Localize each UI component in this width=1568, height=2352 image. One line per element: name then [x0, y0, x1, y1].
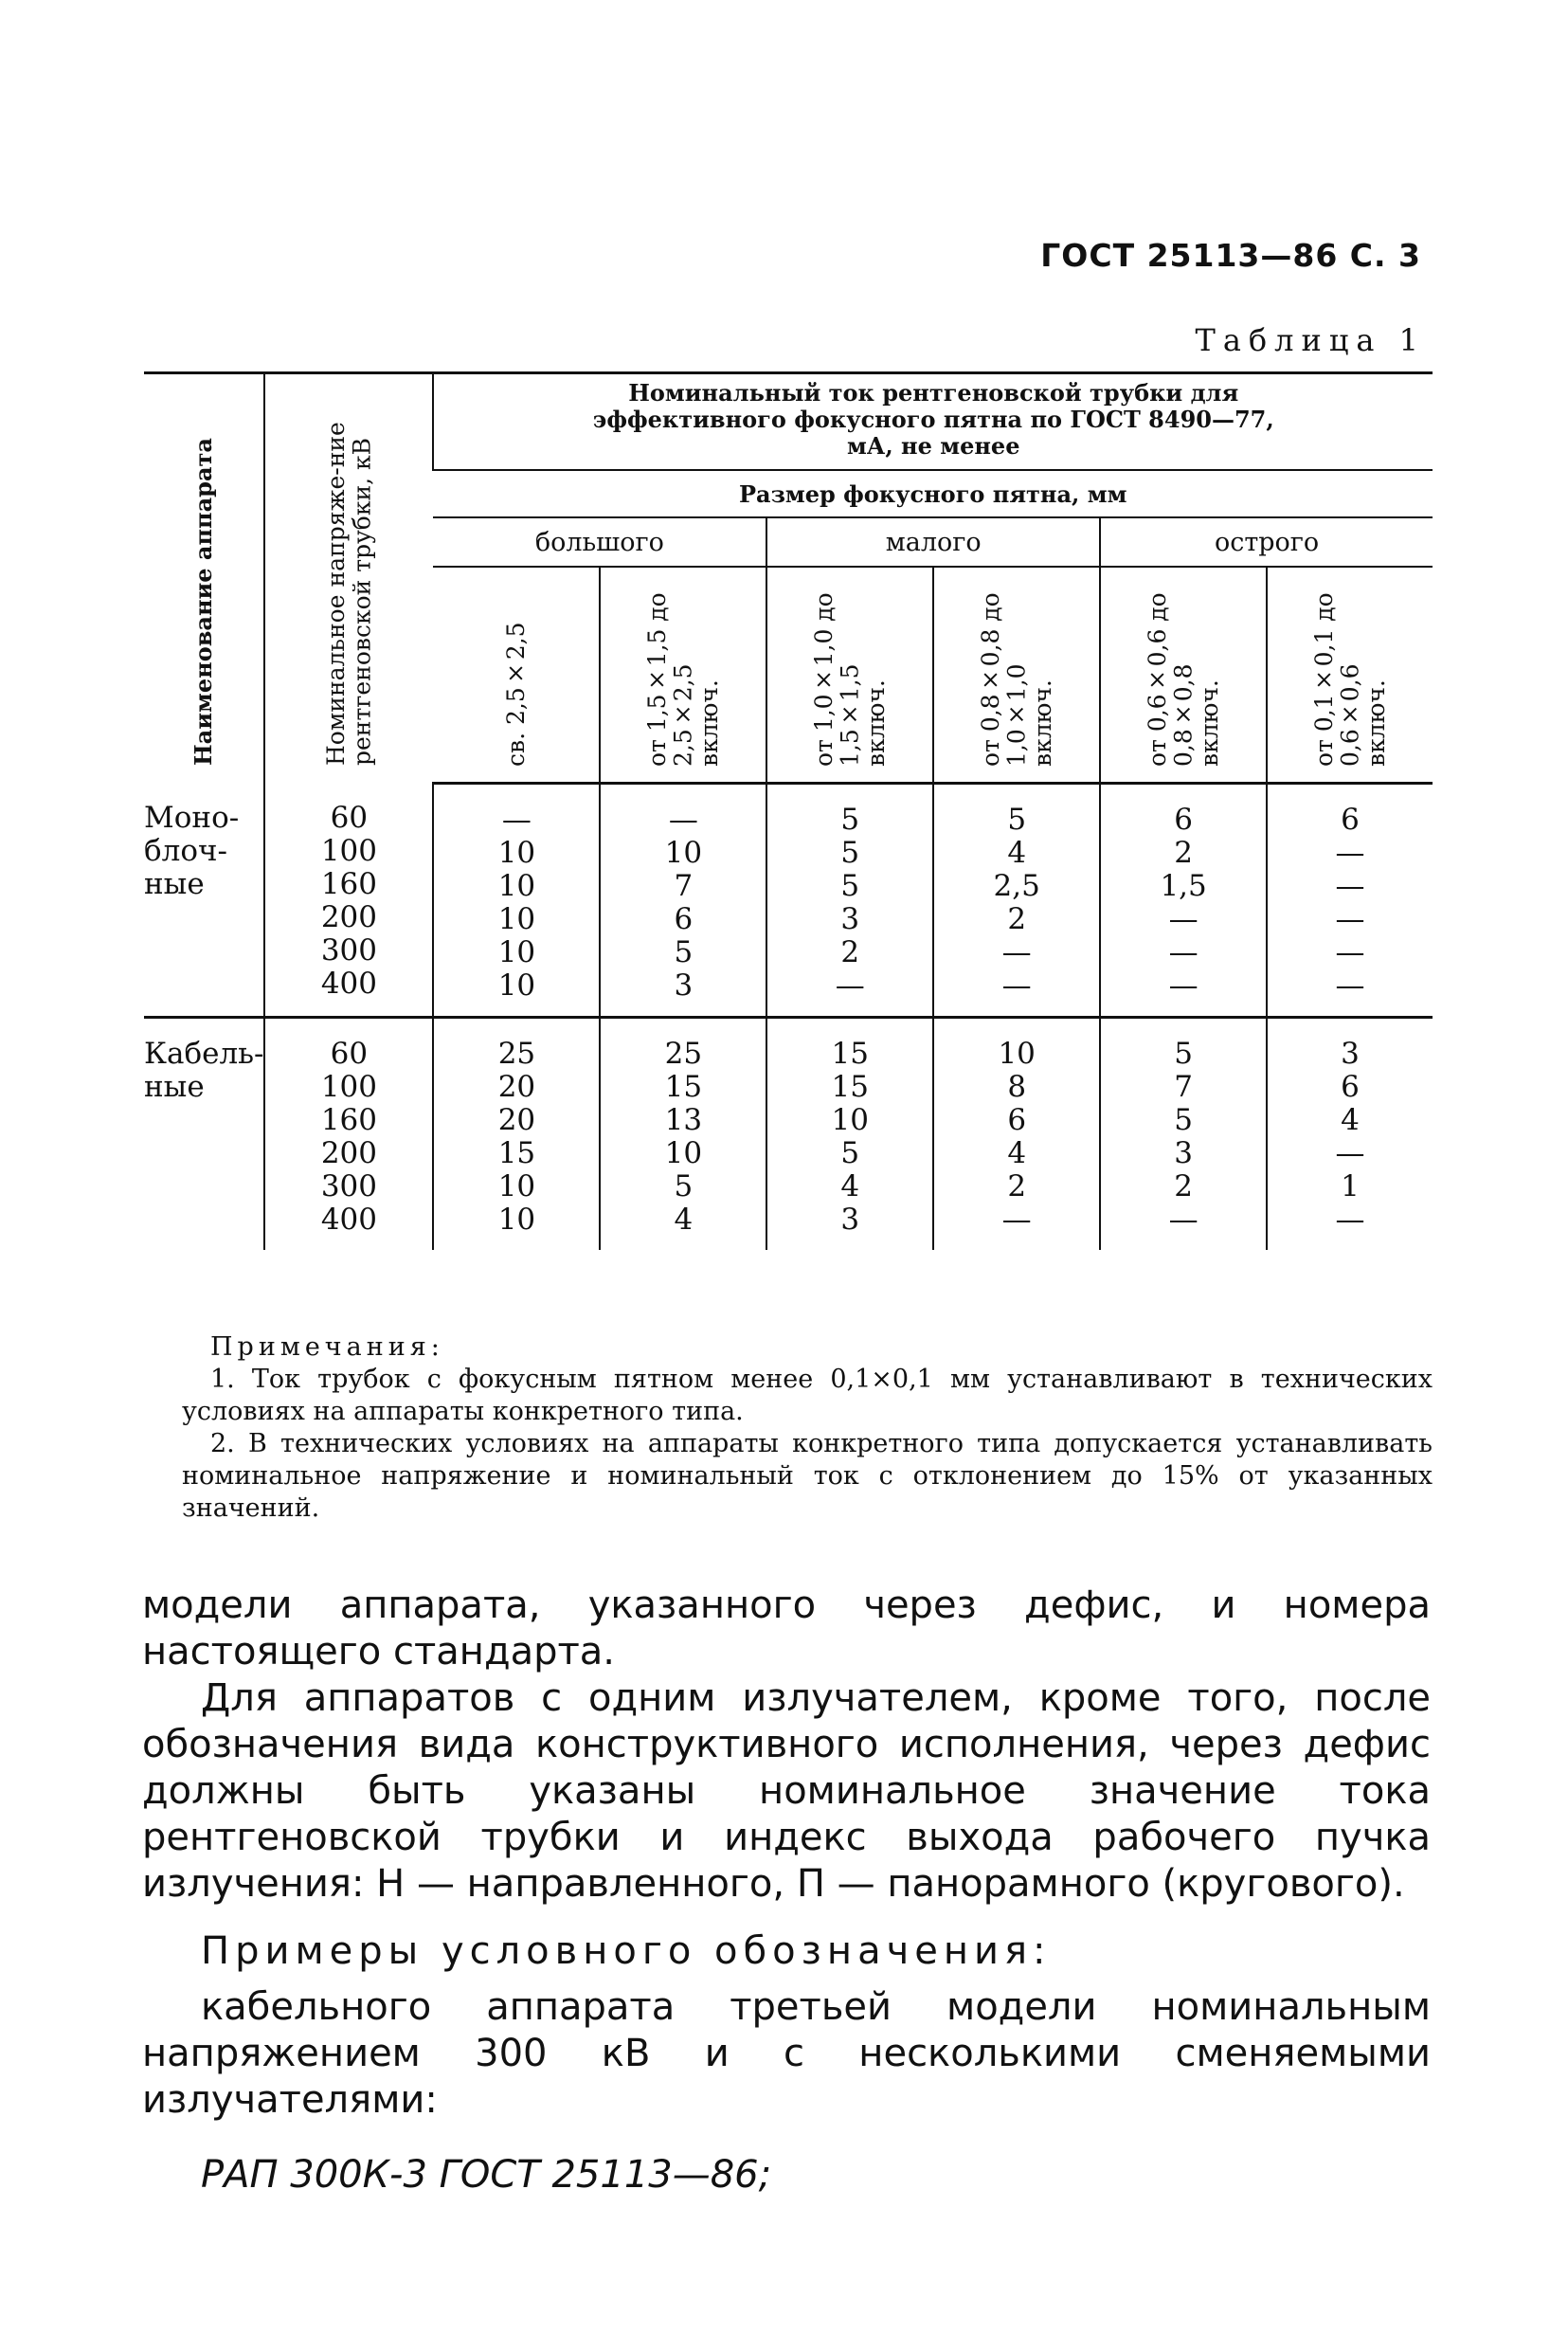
row-col6: [1267, 783, 1433, 1017]
row-col3-text: 15 15 10 5 4 3: [831, 1036, 869, 1237]
header-device-name-text: Наименование аппарата: [189, 437, 217, 766]
header-sub-col-2-text: от 1,5×1,5 до 2,5×2,5 включ.: [643, 592, 724, 767]
row-col6: [1267, 1017, 1433, 1250]
row-device-name: [144, 783, 264, 1017]
header-sub-col-5: [1100, 567, 1267, 783]
row-col4: [933, 1017, 1100, 1250]
header-sub-col-6-text: от 0,1×0,1 до 0,6×0,6 включ.: [1309, 592, 1390, 767]
header-sharp-text: острого: [1214, 527, 1320, 557]
header-voltage-text: Номинальное напряже-ние рентгеновской трубки, кВ: [321, 421, 376, 766]
row-voltage-text: 60 100 160 200 300 400: [320, 1036, 377, 1237]
row-col4-text: 5 4 2,5 2 — —: [993, 802, 1040, 1003]
table-row: [144, 783, 1433, 1017]
page-header: ГОСТ 25113—86 С. 3: [1040, 237, 1421, 274]
row-col5: [1100, 783, 1267, 1017]
header-sharp: [1100, 517, 1433, 567]
row-col2-text: — 10 7 6 5 3: [664, 802, 703, 1003]
row-col6-text: 6 — — — — —: [1335, 802, 1365, 1003]
table-row: [144, 1017, 1433, 1250]
row-col6-text: 3 6 4 — 1 —: [1335, 1036, 1365, 1237]
header-sub-col-3-text: от 1,0×1,0 до 1,5×1,5 включ.: [810, 592, 890, 767]
header-current-group-text: Номинальный ток рентгеновской трубки для эффективного фокусного пятна по ГОСТ 8490—77, мА, не менее: [592, 379, 1274, 460]
notes-title: Примечания:: [210, 1332, 444, 1362]
table-caption: Таблица 1: [1195, 322, 1426, 358]
note-item-1: 1. Ток трубок с фокусным пятном менее 0,1×0,1 мм устанавливают в технических условиях на аппараты конкретного типа.: [182, 1365, 1433, 1426]
header-sub-col-6: [1267, 567, 1433, 783]
header-large-text: большого: [534, 527, 664, 557]
row-col4: [933, 783, 1100, 1017]
paragraph-3: кабельного аппарата третьей модели номинальным напряжением 300 кВ и с несколькими сменяемыми излучателями:: [142, 1985, 1431, 2122]
header-small: [766, 517, 1100, 567]
row-col4-text: 10 8 6 4 2 —: [998, 1036, 1036, 1237]
row-col1: [433, 1017, 600, 1250]
row-device-name-text: Моно- блоч- ные: [144, 801, 240, 901]
row-col3: [766, 1017, 933, 1250]
header-voltage: [264, 373, 433, 784]
row-device-name-text: Кабель- ные: [144, 1036, 264, 1104]
header-sub-col-4: [933, 567, 1100, 783]
row-col3: [766, 783, 933, 1017]
row-col1: [433, 783, 600, 1017]
row-col5-text: 5 7 5 3 2 —: [1168, 1036, 1199, 1237]
header-sub-col-1-text: св. 2,5×2,5: [502, 622, 531, 767]
header-sub-col-4-text: от 0,8×0,8 до 1,0×1,0 включ.: [976, 592, 1056, 767]
header-sub-col-2: [600, 567, 766, 783]
header-sub-col-3: [766, 567, 933, 783]
row-col2-text: 25 15 13 10 5 4: [664, 1036, 703, 1237]
row-device-name: [144, 1017, 264, 1250]
row-col1-text: — 10 10 10 10 10: [497, 802, 536, 1003]
header-sub-col-5-text: от 0,6×0,6 до 0,8×0,8 включ.: [1143, 592, 1223, 767]
header-sub-col-1: [433, 567, 600, 783]
row-col5-text: 6 2 1,5 — — —: [1160, 802, 1207, 1003]
header-spot-size-text: Размер фокусного пятна, мм: [738, 479, 1127, 508]
header-small-text: малого: [885, 527, 982, 557]
row-col2: [600, 783, 766, 1017]
paragraph-1: модели аппарата, указанного через дефис, и номера настоящего стандарта.: [142, 1583, 1431, 1674]
note-item-2: 2. В технических условиях на аппараты конкретного типа допускается устанавливать номинальное напряжение и номинальный ток с отклонением до 15% от указанных значений.: [182, 1429, 1433, 1523]
header-device-name: [144, 373, 264, 784]
header-large: [433, 517, 766, 567]
body-text: [142, 1583, 1431, 2198]
row-col3-text: 5 5 5 3 2 —: [835, 802, 865, 1003]
row-col5: [1100, 1017, 1267, 1250]
paragraph-2: Для аппаратов с одним излучателем, кроме того, после обозначения вида конструктивного исполнения, через дефис должны быть указаны номинальное значение тока рентгеновской трубки и индекс выхода рабочего пучка излучения: Н — направленного, П — панорамного (кругового).: [142, 1676, 1431, 1906]
table-notes: [182, 1331, 1433, 1525]
row-voltage: [264, 783, 433, 1017]
examples-heading: Примеры условного обозначения:: [201, 1929, 1052, 1973]
row-voltage-text: 60 100 160 200 300 400: [320, 801, 377, 1001]
row-col2: [600, 1017, 766, 1250]
header-current-group: [433, 373, 1433, 471]
row-voltage: [264, 1017, 433, 1250]
data-table: [144, 371, 1433, 1250]
designation-example: РАП 300К-3 ГОСТ 25113—86;: [201, 2153, 772, 2197]
header-spot-size: [433, 470, 1433, 517]
row-col1-text: 25 20 20 15 10 10: [497, 1036, 536, 1237]
